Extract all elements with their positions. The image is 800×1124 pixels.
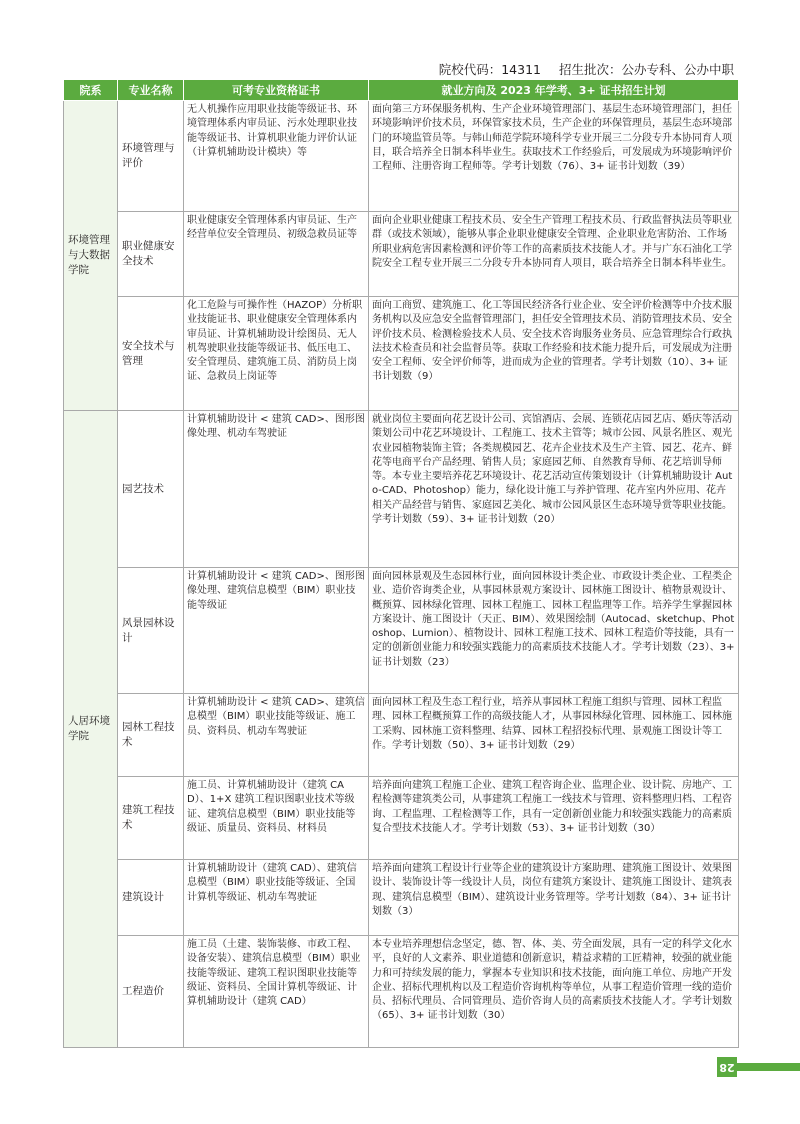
column-header-employment-plan: 就业方向及 2023 年学考、3+ 证书招生计划: [369, 80, 739, 101]
major-name: 工程造价: [118, 936, 184, 1048]
table-row: [64, 101, 739, 212]
certificates: 职业健康安全管理体系内审员证、生产经营单位安全管理员、初级急救员证等: [184, 212, 369, 297]
major-name: 安全技术与管理: [118, 297, 184, 411]
major-name: 职业健康安全技术: [118, 212, 184, 297]
table-row: [64, 777, 739, 860]
column-header-certificates: 可考专业资格证书: [184, 80, 369, 101]
major-table: [63, 79, 739, 1048]
table-header-row: [64, 80, 739, 101]
major-name: 风景园林设计: [118, 568, 184, 694]
employment-plan: 面向园林工程及生态工程行业，培养从事园林工程施工组织与管理、园林工程监理、园林工程概预算工作的高级技能人才，从事园林绿化管理、园林施工、园林施工采购、园林施工资料整理、结算、园林工程招投标代理、景观施工图设计等工作。学考计划数（50）、3+ 证书计划数（29）: [369, 694, 739, 777]
page-number: 28: [717, 1057, 737, 1077]
major-name: 建筑工程技术: [118, 777, 184, 860]
school-code: 院校代码：14311: [438, 62, 541, 77]
major-name: 建筑设计: [118, 860, 184, 936]
certificates: 施工员、计算机辅助设计（建筑 CAD）、1+X 建筑工程识图职业技术等级证、建筑信息模型（BIM）职业技能等级证、质量员、资料员、材料员: [184, 777, 369, 860]
certificates: 计算机辅助设计（建筑 CAD）、建筑信息模型（BIM）职业技能等级证、全国计算机等级证、机动车驾驶证: [184, 860, 369, 936]
employment-plan: 面向园林景观及生态园林行业，面向园林设计类企业、市政设计类企业、工程类企业、造价咨询类企业，从事园林景观方案设计、园林施工图设计、植物景观设计、概预算、园林绿化管理、园林工程施工、园林工程监理等工作。培养学生掌握园林方案设计、施工图设计（天正、BIM）、效果图绘制（Autocad、sketchup、Photoshop、Lumion）、植物设计、园林工程施工技术、园林工程造价等技能，具有一定的创新创业能力和较强实践能力的高素质技术技能人才。学考计划数（23）、3+ 证书计划数（23）: [369, 568, 739, 694]
employment-plan: 面向第三方环保服务机构、生产企业环境管理部门、基层生态环境管理部门，担任环境影响评价技术员，环保管家技术员，生产企业的环保管理员，基层生态环境部门的环境监管员等。与韩山师范学院环境科学专业开展三二分段专升本协同育人项目，联合培养全日制本科毕业生。获取技术工作经验后，可发展成为环境影响评价工程师、注册咨询工程师等。学考计划数（76）、3+ 证书计划数（39）: [369, 101, 739, 212]
footer-accent-bar: [737, 1063, 800, 1071]
table-row: [64, 936, 739, 1048]
table-row: [64, 212, 739, 297]
table-row: [64, 694, 739, 777]
table-row: [64, 411, 739, 568]
table-row: [64, 297, 739, 411]
employment-plan: 面向工商贸、建筑施工、化工等国民经济各行业企业、安全评价检测等中介技术服务机构以及应急安全监督管理部门，担任安全管理技术员、消防管理技术员、安全评价技术员、检测检验技术人员、安全技术咨询服务业务员、应急管理综合行政执法技术检查员和社会监督员等。获取工作经验和技术能力提升后，可发展成为注册安全工程师、安全评价师等，进而成为企业的管理者。学考计划数（10）、3+ 证书计划数（9）: [369, 297, 739, 411]
major-name: 园林工程技术: [118, 694, 184, 777]
employment-plan: 就业岗位主要面向花艺设计公司、宾馆酒店、会展、连锁花店园艺店、婚庆等活动策划公司中花艺环境设计、工程施工、技术主管等；城市公园、风景名胜区、观光农业园植物装饰主管；各类规模园艺、花卉企业技术及生产主管、园艺、花卉、鲜花等电商平台产品经理、销售人员；家庭园艺师、自然教育导师、花艺培训导师等。本专业主要培养花艺环境设计、花艺活动宣传策划设计（计算机辅助设计 Auto-CAD、Photoshop）能力，绿化设计施工与养护管理、花卉室内外应用、花卉相关产品经营与销售、家庭园艺美化、城市公园风景区生态环境导赏等职业技能。学考计划数（59）、3+ 证书计划数（20）: [369, 411, 739, 568]
column-header-college: 院系: [64, 80, 118, 101]
certificates: 计算机辅助设计 < 建筑 CAD>、图形图像处理、机动车驾驶证: [184, 411, 369, 568]
certificates: 计算机辅助设计 < 建筑 CAD>、图形图像处理、建筑信息模型（BIM）职业技能等级证: [184, 568, 369, 694]
certificates: 无人机操作应用职业技能等级证书、环境管理体系内审员证、污水处理职业技能等级证书、计算机职业能力评价认证（计算机辅助设计模块）等: [184, 101, 369, 212]
employment-plan: 面向企业职业健康工程技术员、安全生产管理工程技术员、行政监督执法员等职业群（或技术领域），能够从事企业职业健康安全管理、企业职业危害防治、工作场所职业病危害因素检测和评价等工作的高素质技术技能人才。并与广东石油化工学院安全工程专业开展三二分段专升本协同育人项目，联合培养全日制本科毕业生。: [369, 212, 739, 297]
college-cell: 环境管理与大数据学院: [64, 101, 118, 411]
employment-plan: 本专业培养理想信念坚定，德、智、体、美、劳全面发展，具有一定的科学文化水平，良好的人文素养、职业道德和创新意识，精益求精的工匠精神，较强的就业能力和可持续发展的能力，掌握本专业知识和技术技能，面向施工单位、房地产开发企业、招标代理机构以及工程造价咨询机构等单位，从事工程造价管理一线的造价员、招标代理员、合同管理员、造价咨询人员的高素质技术技能人才。学考计划数（65）、3+ 证书计划数（30）: [369, 936, 739, 1048]
school-info: [439, 60, 734, 78]
major-name: 环境管理与评价: [118, 101, 184, 212]
employment-plan: 培养面向建筑工程设计行业等企业的建筑设计方案助理、建筑施工图设计、效果图设计、装饰设计等一线设计人员，岗位有建筑方案设计、建筑施工图设计、建筑表现、建筑信息模型（BIM）、建筑设计业务管理等。学考计划数（84）、3+ 证书计划数（3）: [369, 860, 739, 936]
certificates: 计算机辅助设计 < 建筑 CAD>、建筑信息模型（BIM）职业技能等级证、施工员、资料员、机动车驾驶证: [184, 694, 369, 777]
table-row: [64, 860, 739, 936]
column-header-major: 专业名称: [118, 80, 184, 101]
major-name: 园艺技术: [118, 411, 184, 568]
employment-plan: 培养面向建筑工程施工企业、建筑工程咨询企业、监理企业、设计院、房地产、工程检测等建筑类公司，从事建筑工程施工一线技术与管理、资料整理归档、工程咨询、工程监理、工程检测等工作，具有一定创新创业能力和较强实践能力的高素质复合型技术技能人才。学考计划数（53）、3+ 证书计划数（30）: [369, 777, 739, 860]
enrollment-batch: 招生批次：公办专科、公办中职: [558, 62, 734, 77]
table-row: [64, 568, 739, 694]
certificates: 施工员（土建、装饰装修、市政工程、设备安装）、建筑信息模型（BIM）职业技能等级证、建筑工程识图职业技能等级证、资料员、全国计算机等级证、计算机辅助设计（建筑 CAD）: [184, 936, 369, 1048]
certificates: 化工危险与可操作性（HAZOP）分析职业技能证书、职业健康安全管理体系内审员证、计算机辅助设计绘图员、无人机驾驶职业技能等级证书、低压电工、安全管理员、建筑施工员、消防员上岗证、急救员上岗证等: [184, 297, 369, 411]
college-cell: 人居环境学院: [64, 411, 118, 1048]
